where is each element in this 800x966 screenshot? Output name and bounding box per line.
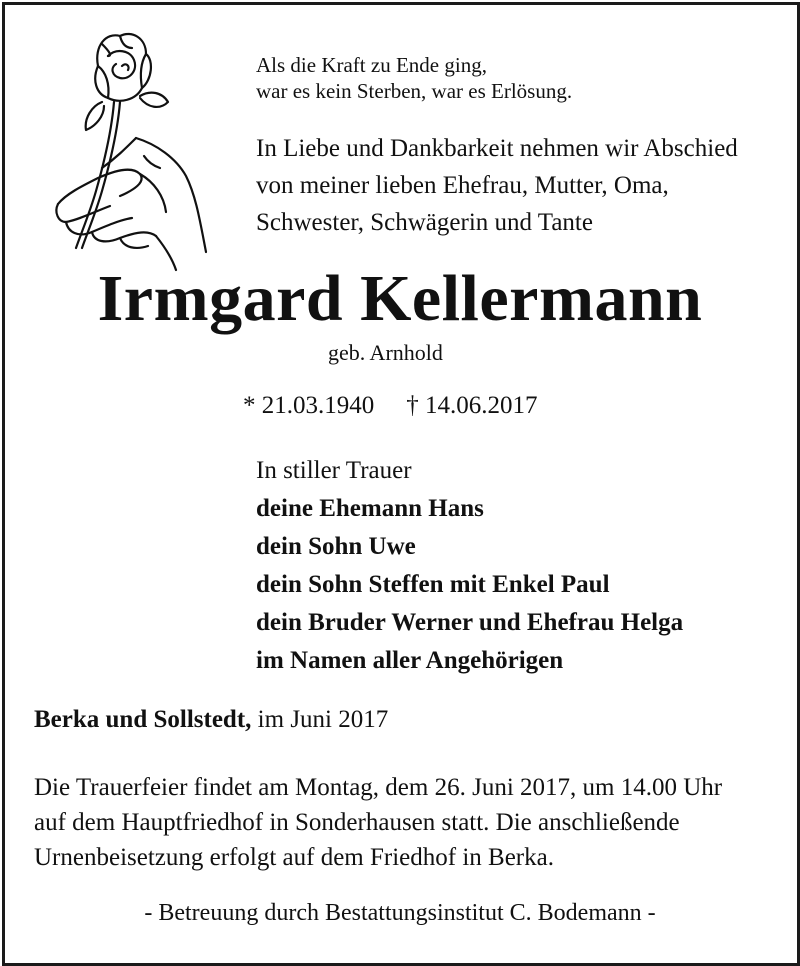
motto	[256, 52, 572, 104]
mourners-heading: In stiller Trauer	[256, 457, 412, 484]
intro-line: von meiner lieben Ehefrau, Mutter, Oma,	[256, 172, 669, 199]
mourner-line: dein Bruder Werner und Ehefrau Helga	[256, 609, 684, 636]
mourner-line: dein Sohn Steffen mit Enkel Paul	[256, 571, 610, 598]
motto-line: Als die Kraft zu Ende ging,	[256, 53, 487, 77]
mourner-line: dein Sohn Uwe	[256, 533, 416, 560]
service-line: Urnenbeisetzung erfolgt auf dem Friedhof in Berka.	[34, 844, 554, 871]
funeral-service-info	[34, 770, 722, 875]
mourners-list	[256, 452, 683, 680]
death-date: † 14.06.2017	[406, 392, 538, 419]
place-date: im Juni 2017	[257, 706, 389, 733]
place-and-date	[34, 706, 388, 734]
intro-text	[256, 130, 738, 241]
hand-holding-rose-icon	[36, 26, 216, 276]
life-dates	[243, 392, 538, 420]
funeral-home-credit: - Betreuung durch Bestattungsinstitut C. Bodemann -	[144, 900, 656, 926]
motto-line: war es kein Sterben, war es Erlösung.	[256, 79, 573, 103]
intro-line: Schwester, Schwägerin und Tante	[256, 209, 593, 236]
deceased-name: Irmgard Kellermann	[97, 262, 703, 335]
birth-date: * 21.03.1940	[243, 392, 375, 419]
service-line: Die Trauerfeier findet am Montag, dem 26. Juni 2017, um 14.00 Uhr	[34, 774, 723, 801]
mourner-line: deine Ehemann Hans	[256, 495, 484, 522]
mourner-line: im Namen aller Angehörigen	[256, 647, 564, 674]
place-location: Berka und Sollstedt,	[34, 706, 252, 733]
birth-name: geb. Arnhold	[328, 340, 443, 365]
intro-line: In Liebe und Dankbarkeit nehmen wir Abschied	[256, 135, 738, 162]
service-line: auf dem Hauptfriedhof in Sonderhausen statt. Die anschließende	[34, 809, 680, 836]
